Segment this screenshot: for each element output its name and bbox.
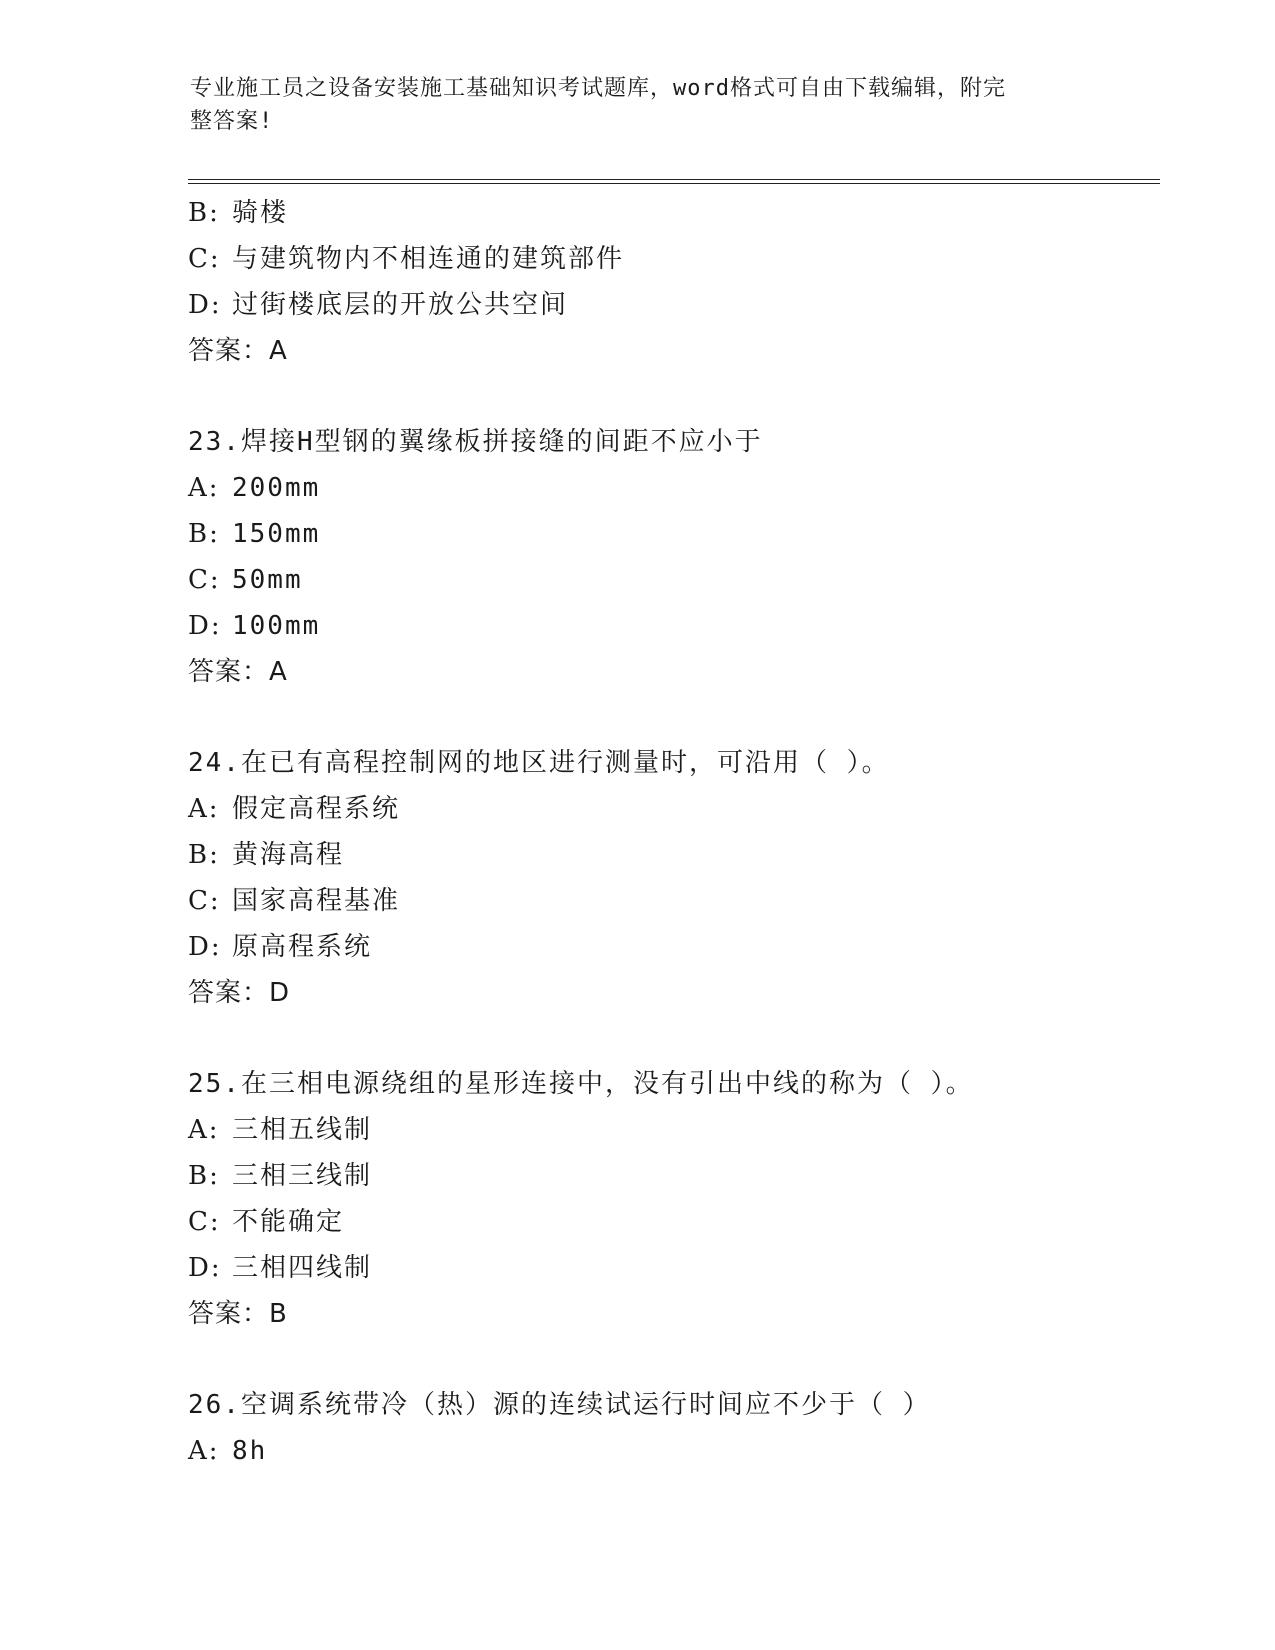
option-key: A: <box>188 794 220 824</box>
option-text: 三相五线制 <box>232 1115 373 1145</box>
question-text: 24.在已有高程控制网的地区进行测量时，可沿用（ ）。 <box>188 748 890 778</box>
option-key: A: <box>188 1115 220 1145</box>
question-text: 25.在三相电源绕组的星形连接中，没有引出中线的称为（ ）。 <box>188 1069 974 1099</box>
header-title-line-2: 整答案! <box>190 109 274 134</box>
question-list <box>188 190 1168 1474</box>
answer-line: 答案：A <box>188 657 288 687</box>
option-key: D: <box>188 1253 222 1283</box>
option-key: C: <box>188 244 221 274</box>
option-key: C: <box>188 1207 221 1237</box>
question-block <box>188 1061 1168 1337</box>
option-text: 150mm <box>232 519 321 549</box>
option-key: B: <box>188 198 220 228</box>
option-key: A: <box>188 473 220 503</box>
option-line <box>188 1245 1168 1291</box>
header-divider-bottom <box>188 183 1160 184</box>
option-key: B: <box>188 519 220 549</box>
option-key: D: <box>188 611 222 641</box>
question-block <box>188 1382 1168 1474</box>
option-line <box>188 878 1168 924</box>
header-title-line-1: 专业施工员之设备安装施工基础知识考试题库，word格式可自由下载编辑，附完 <box>190 76 1006 101</box>
question-block <box>188 190 1168 374</box>
question-block <box>188 740 1168 1016</box>
option-key: C: <box>188 565 221 595</box>
question-text: 26.空调系统带冷（热）源的连续试运行时间应不少于（ ） <box>188 1390 931 1420</box>
option-text: 三相三线制 <box>232 1161 373 1191</box>
option-line <box>188 190 1168 236</box>
option-line <box>188 1199 1168 1245</box>
option-line <box>188 282 1168 328</box>
option-text: 国家高程基准 <box>232 886 401 916</box>
option-text: 与建筑物内不相连通的建筑部件 <box>232 244 625 274</box>
document-header <box>190 72 1070 138</box>
option-text: 三相四线制 <box>232 1253 373 1283</box>
option-key: A: <box>188 1436 220 1466</box>
option-key: D: <box>188 290 222 320</box>
option-text: 不能确定 <box>232 1207 345 1237</box>
option-text: 骑楼 <box>232 198 289 228</box>
option-line <box>188 557 1168 603</box>
option-line <box>188 924 1168 970</box>
option-text: 8h <box>232 1436 268 1466</box>
answer-line: 答案：A <box>188 336 288 366</box>
option-key: B: <box>188 1161 220 1191</box>
option-key: C: <box>188 886 221 916</box>
option-key: B: <box>188 840 220 870</box>
option-line <box>188 832 1168 878</box>
answer-line: 答案：B <box>188 1299 288 1329</box>
question-block <box>188 419 1168 695</box>
option-line <box>188 786 1168 832</box>
option-key: D: <box>188 932 222 962</box>
header-divider-top <box>188 179 1160 180</box>
option-line <box>188 1107 1168 1153</box>
option-line <box>188 1428 1168 1474</box>
option-text: 黄海高程 <box>232 840 345 870</box>
option-text: 假定高程系统 <box>232 794 401 824</box>
option-line <box>188 603 1168 649</box>
option-text: 200mm <box>232 473 321 503</box>
option-text: 50mm <box>232 565 303 595</box>
answer-line: 答案：D <box>188 978 291 1008</box>
option-line <box>188 1153 1168 1199</box>
option-text: 原高程系统 <box>232 932 373 962</box>
option-line <box>188 236 1168 282</box>
option-text: 100mm <box>232 611 321 641</box>
question-text: 23.焊接H型钢的翼缘板拼接缝的间距不应小于 <box>188 427 763 457</box>
option-line <box>188 465 1168 511</box>
option-line <box>188 511 1168 557</box>
option-text: 过街楼底层的开放公共空间 <box>232 290 569 320</box>
